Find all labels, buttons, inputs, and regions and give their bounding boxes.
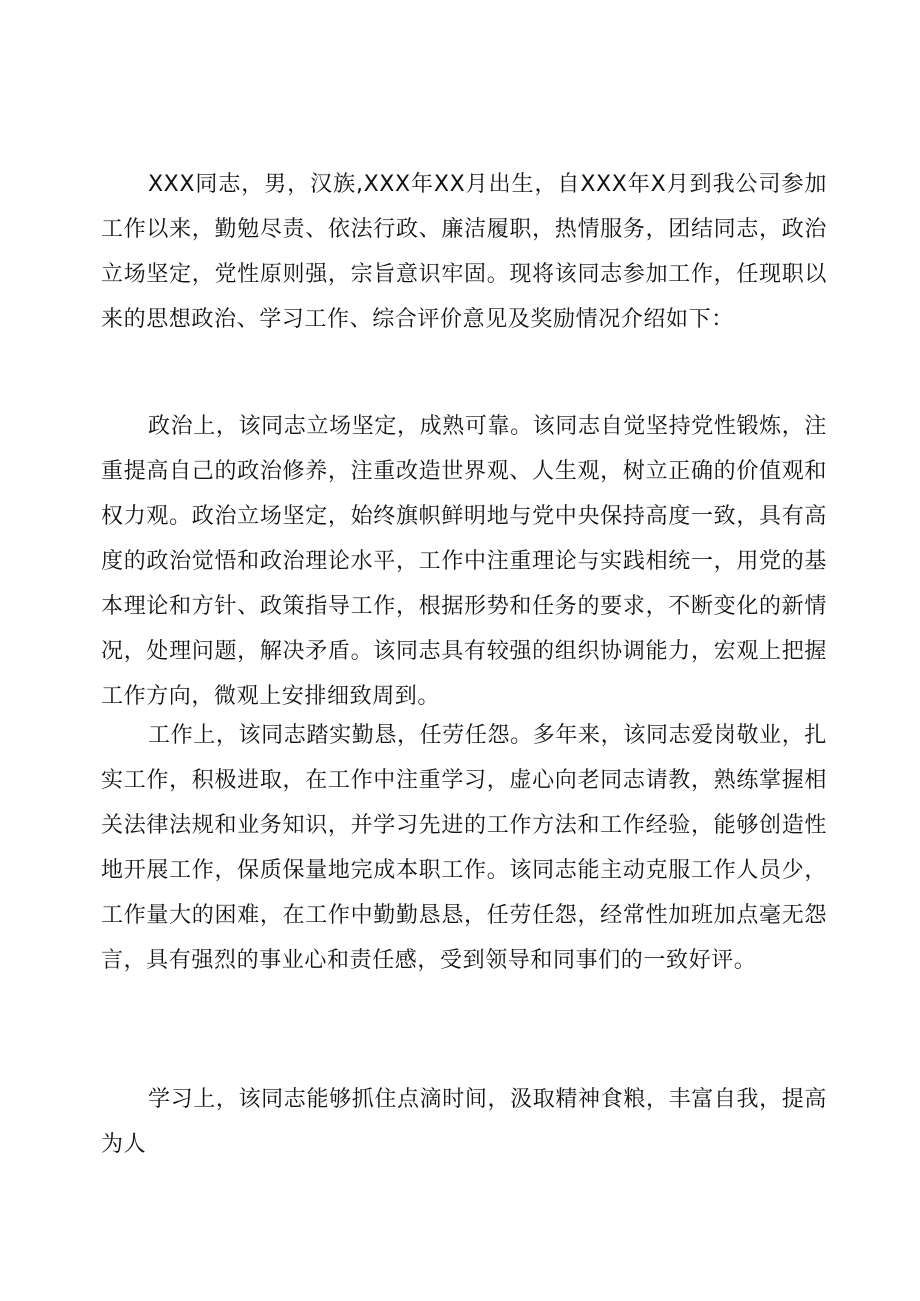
paragraph-study: 学习上，该同志能够抓住点滴时间，汲取精神食粮，丰富自我，提高为人	[101, 1087, 827, 1157]
paragraph-work: 工作上，该同志踏实勤恳，任劳任怨。多年来，该同志爱岗敬业，扎实工作，积极进取，在工作中注重学习，虚心向老同志请教，熟练掌握相关法律法规和业务知识，并学习先进的工作方法和工作经验，能够创造性地开展工作，保质保量地完成本职工作。该同志能主动克服工作人员少，工作量大的困难，在工作中勤勤恳恳，任劳任怨，经常性加班加点毫无怨言，具有强烈的事业心和责任感，受到领导和同事们的一致好评。	[101, 723, 827, 973]
paragraph-political: 政治上，该同志立场坚定，成熟可靠。该同志自觉坚持党性锻炼，注重提高自己的政治修养，注重改造世界观、人生观，树立正确的价值观和权力观。政治立场坚定，始终旗帜鲜明地与党中央保持高度一致，具有高度的政治觉悟和政治理论水平，工作中注重理论与实践相统一，用党的基本理论和方针、政策指导工作，根据形势和任务的要求，不断变化的新情况，处理问题，解决矛盾。该同志具有较强的组织协调能力，宏观上把握工作方向，微观上安排细致周到。	[101, 414, 827, 709]
paragraph-introduction: XXX同志，男，汉族,XXX年XX月出生，自XXX年X月到我公司参加工作以来，勤勉尽责、依法行政、廉洁履职，热情服务，团结同志，政治立场坚定，党性原则强，宗旨意识牢固。现将该同志参加工作，任现职以来的思想政治、学习工作、综合评价意见及奖励情况介绍如下：	[101, 172, 827, 332]
